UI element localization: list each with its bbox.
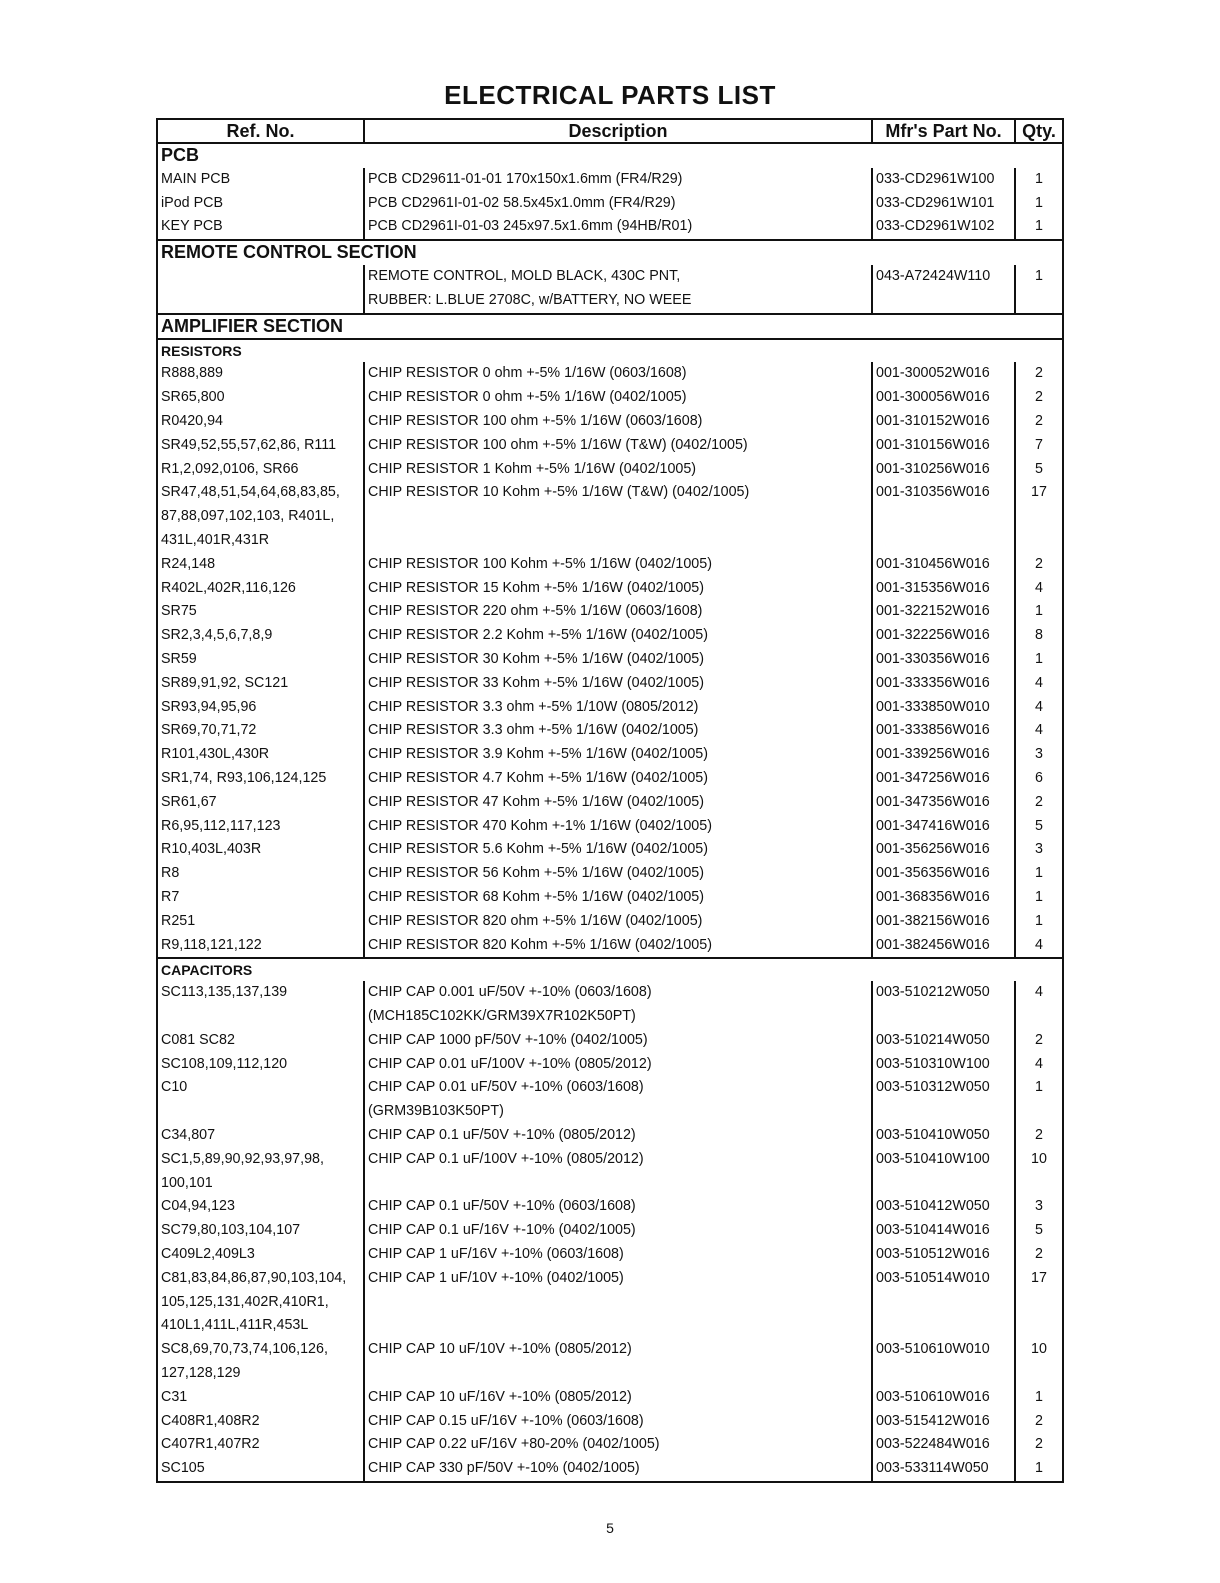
table-row — [157, 1457, 1063, 1482]
qty-cell: 10 — [1015, 1338, 1063, 1362]
description-cell — [364, 505, 872, 529]
table-row — [157, 1338, 1063, 1362]
table-row — [157, 168, 1063, 192]
table-row — [157, 1433, 1063, 1457]
table-row — [157, 410, 1063, 434]
description-cell: CHIP RESISTOR 3.9 Kohm +-5% 1/16W (0402/1005) — [364, 743, 872, 767]
table-row — [157, 434, 1063, 458]
ref-cell: 87,88,097,102,103, R401L, — [157, 505, 364, 529]
table-row — [157, 1053, 1063, 1077]
ref-cell: SR1,74, R93,106,124,125 — [157, 767, 364, 791]
ref-cell: 410L1,411L,411R,453L — [157, 1314, 364, 1338]
ref-cell: SR69,70,71,72 — [157, 719, 364, 743]
page-title: ELECTRICAL PARTS LIST — [444, 80, 776, 110]
table-row — [157, 743, 1063, 767]
description-cell: CHIP RESISTOR 820 Kohm +-5% 1/16W (0402/1005) — [364, 934, 872, 959]
table-row — [157, 600, 1063, 624]
description-cell: RUBBER: L.BLUE 2708C, w/BATTERY, NO WEEE — [364, 289, 872, 314]
part-number-cell: 003-510410W100 — [872, 1148, 1015, 1172]
description-cell: CHIP CAP 10 uF/16V +-10% (0805/2012) — [364, 1386, 872, 1410]
qty-cell: 2 — [1015, 1243, 1063, 1267]
table-row — [157, 215, 1063, 240]
ref-cell: C407R1,407R2 — [157, 1433, 364, 1457]
ref-cell: C31 — [157, 1386, 364, 1410]
ref-cell: SC79,80,103,104,107 — [157, 1219, 364, 1243]
ref-cell: R10,403L,403R — [157, 838, 364, 862]
qty-cell: 4 — [1015, 981, 1063, 1005]
table-row — [157, 1291, 1063, 1315]
ref-cell: SR89,91,92, SC121 — [157, 672, 364, 696]
table-row — [157, 362, 1063, 386]
table-row — [157, 192, 1063, 216]
table-row — [157, 886, 1063, 910]
qty-cell: 1 — [1015, 648, 1063, 672]
section-title: AMPLIFIER SECTION — [161, 315, 344, 336]
ref-cell: SR61,67 — [157, 791, 364, 815]
qty-cell: 17 — [1015, 1267, 1063, 1291]
part-number-cell: 003-510310W100 — [872, 1053, 1015, 1077]
qty-cell: 2 — [1015, 1410, 1063, 1434]
part-number-cell: 033-CD2961W102 — [872, 215, 1015, 240]
description-cell: PCB CD2961I-01-02 58.5x45x1.0mm (FR4/R29) — [364, 192, 872, 216]
ref-header: Ref. No. — [157, 119, 364, 143]
part-number-cell: 003-510410W050 — [872, 1124, 1015, 1148]
qty-cell: 5 — [1015, 458, 1063, 482]
qty-cell — [1015, 289, 1063, 314]
description-cell: (GRM39B103K50PT) — [364, 1100, 872, 1124]
qty-header: Qty. — [1015, 119, 1063, 143]
description-cell: CHIP RESISTOR 56 Kohm +-5% 1/16W (0402/1005) — [364, 862, 872, 886]
table-row — [157, 672, 1063, 696]
description-cell: (MCH185C102KK/GRM39X7R102K50PT) — [364, 1005, 872, 1029]
ref-cell: SR2,3,4,5,6,7,8,9 — [157, 624, 364, 648]
qty-cell: 1 — [1015, 886, 1063, 910]
table-row — [157, 1195, 1063, 1219]
qty-cell: 3 — [1015, 743, 1063, 767]
description-cell: CHIP CAP 0.001 uF/50V +-10% (0603/1608) — [364, 981, 872, 1005]
part-number-cell: 003-510412W050 — [872, 1195, 1015, 1219]
description-cell: CHIP CAP 0.01 uF/100V +-10% (0805/2012) — [364, 1053, 872, 1077]
qty-cell: 1 — [1015, 910, 1063, 934]
description-cell — [364, 1291, 872, 1315]
ref-cell: SR59 — [157, 648, 364, 672]
qty-cell: 2 — [1015, 1124, 1063, 1148]
qty-cell: 1 — [1015, 862, 1063, 886]
qty-cell: 4 — [1015, 719, 1063, 743]
part-number-cell: 003-510212W050 — [872, 981, 1015, 1005]
description-cell: CHIP RESISTOR 4.7 Kohm +-5% 1/16W (0402/1005) — [364, 767, 872, 791]
section-title: REMOTE CONTROL SECTION — [161, 242, 417, 263]
description-cell: CHIP RESISTOR 47 Kohm +-5% 1/16W (0402/1005) — [364, 791, 872, 815]
qty-cell: 2 — [1015, 410, 1063, 434]
part-number-cell — [872, 1362, 1015, 1386]
ref-cell: R7 — [157, 886, 364, 910]
description-cell: CHIP RESISTOR 220 ohm +-5% 1/16W (0603/1608) — [364, 600, 872, 624]
description-cell: CHIP CAP 0.1 uF/50V +-10% (0805/2012) — [364, 1124, 872, 1148]
qty-cell — [1015, 1362, 1063, 1386]
qty-cell — [1015, 1314, 1063, 1338]
part-number-cell: 003-510214W050 — [872, 1029, 1015, 1053]
qty-cell: 2 — [1015, 553, 1063, 577]
description-cell: CHIP CAP 10 uF/10V +-10% (0805/2012) — [364, 1338, 872, 1362]
ref-cell: SR75 — [157, 600, 364, 624]
table-row — [157, 553, 1063, 577]
part-number-cell: 001-333356W016 — [872, 672, 1015, 696]
part-number-cell: 003-510610W010 — [872, 1338, 1015, 1362]
table-row — [157, 981, 1063, 1005]
ref-cell: R8 — [157, 862, 364, 886]
qty-cell: 2 — [1015, 386, 1063, 410]
ref-cell: SR93,94,95,96 — [157, 696, 364, 720]
qty-cell — [1015, 1291, 1063, 1315]
part-number-cell: 001-356256W016 — [872, 838, 1015, 862]
description-cell: CHIP RESISTOR 470 Kohm +-1% 1/16W (0402/1005) — [364, 815, 872, 839]
ref-cell: MAIN PCB — [157, 168, 364, 192]
table-row — [157, 289, 1063, 314]
part-number-cell: 003-510610W016 — [872, 1386, 1015, 1410]
table-row — [157, 719, 1063, 743]
qty-cell: 5 — [1015, 1219, 1063, 1243]
description-cell: CHIP CAP 0.01 uF/50V +-10% (0603/1608) — [364, 1076, 872, 1100]
part-number-cell: 001-347356W016 — [872, 791, 1015, 815]
qty-cell: 17 — [1015, 481, 1063, 505]
table-row — [157, 1314, 1063, 1338]
ref-cell: R402L,402R,116,126 — [157, 577, 364, 601]
part-number-cell: 001-333850W010 — [872, 696, 1015, 720]
table-row — [157, 815, 1063, 839]
ref-cell: 100,101 — [157, 1172, 364, 1196]
part-number-cell: 001-310456W016 — [872, 553, 1015, 577]
part-number-cell: 001-322256W016 — [872, 624, 1015, 648]
part-number-cell: 003-510414W016 — [872, 1219, 1015, 1243]
ref-cell: SR65,800 — [157, 386, 364, 410]
part-number-cell — [872, 1291, 1015, 1315]
ref-cell: iPod PCB — [157, 192, 364, 216]
ref-cell — [157, 289, 364, 314]
ref-cell: C34,807 — [157, 1124, 364, 1148]
description-cell: CHIP RESISTOR 2.2 Kohm +-5% 1/16W (0402/1005) — [364, 624, 872, 648]
qty-cell: 2 — [1015, 791, 1063, 815]
description-cell: CHIP CAP 0.1 uF/50V +-10% (0603/1608) — [364, 1195, 872, 1219]
part-number-cell: 001-333856W016 — [872, 719, 1015, 743]
qty-cell: 10 — [1015, 1148, 1063, 1172]
ref-cell: SC1,5,89,90,92,93,97,98, — [157, 1148, 364, 1172]
ref-cell: R9,118,121,122 — [157, 934, 364, 959]
table-row — [157, 1172, 1063, 1196]
description-cell: CHIP RESISTOR 15 Kohm +-5% 1/16W (0402/1005) — [364, 577, 872, 601]
qty-cell: 1 — [1015, 265, 1063, 289]
ref-cell: 127,128,129 — [157, 1362, 364, 1386]
part-number-cell: 003-510512W016 — [872, 1243, 1015, 1267]
table-row — [157, 505, 1063, 529]
table-row — [157, 1410, 1063, 1434]
ref-cell — [157, 1005, 364, 1029]
table-row — [157, 1100, 1063, 1124]
ref-cell: C081 SC82 — [157, 1029, 364, 1053]
qty-cell: 2 — [1015, 1029, 1063, 1053]
description-cell: PCB CD2961I-01-03 245x97.5x1.6mm (94HB/R01) — [364, 215, 872, 240]
ref-cell: C10 — [157, 1076, 364, 1100]
description-cell: CHIP CAP 0.22 uF/16V +80-20% (0402/1005) — [364, 1433, 872, 1457]
section-header-row — [157, 143, 1063, 168]
part-number-cell: 001-339256W016 — [872, 743, 1015, 767]
qty-cell — [1015, 1172, 1063, 1196]
part-number-cell: 001-310152W016 — [872, 410, 1015, 434]
part-number-cell: 001-310156W016 — [872, 434, 1015, 458]
ref-cell: R6,95,112,117,123 — [157, 815, 364, 839]
ref-cell: SC108,109,112,120 — [157, 1053, 364, 1077]
ref-cell: R101,430L,430R — [157, 743, 364, 767]
part-number-cell: 001-368356W016 — [872, 886, 1015, 910]
qty-cell: 7 — [1015, 434, 1063, 458]
qty-cell: 1 — [1015, 600, 1063, 624]
ref-cell: 431L,401R,431R — [157, 529, 364, 553]
qty-cell — [1015, 1100, 1063, 1124]
ref-cell: SC113,135,137,139 — [157, 981, 364, 1005]
qty-cell: 2 — [1015, 362, 1063, 386]
part-number-cell — [872, 289, 1015, 314]
table-row — [157, 1362, 1063, 1386]
description-cell: PCB CD29611-01-01 170x150x1.6mm (FR4/R29) — [364, 168, 872, 192]
table-row — [157, 862, 1063, 886]
description-cell: CHIP CAP 0.1 uF/100V +-10% (0805/2012) — [364, 1148, 872, 1172]
qty-cell: 1 — [1015, 168, 1063, 192]
description-cell: CHIP RESISTOR 820 ohm +-5% 1/16W (0402/1005) — [364, 910, 872, 934]
part-number-cell: 001-310356W016 — [872, 481, 1015, 505]
qty-cell: 1 — [1015, 1076, 1063, 1100]
part-number-cell: 001-347256W016 — [872, 767, 1015, 791]
qty-cell: 1 — [1015, 215, 1063, 240]
part-number-cell: 001-382456W016 — [872, 934, 1015, 959]
part-number-cell: 043-A72424W110 — [872, 265, 1015, 289]
description-cell: CHIP RESISTOR 100 ohm +-5% 1/16W (T&W) (0402/1005) — [364, 434, 872, 458]
ref-cell: SR49,52,55,57,62,86, R111 — [157, 434, 364, 458]
qty-cell: 5 — [1015, 815, 1063, 839]
part-number-cell: 001-382156W016 — [872, 910, 1015, 934]
ref-cell — [157, 265, 364, 289]
qty-cell: 3 — [1015, 1195, 1063, 1219]
ref-cell: R888,889 — [157, 362, 364, 386]
part-number-cell — [872, 1005, 1015, 1029]
part-number-cell — [872, 505, 1015, 529]
qty-cell: 2 — [1015, 1433, 1063, 1457]
part-number-cell: 001-347416W016 — [872, 815, 1015, 839]
part-number-cell: 001-300056W016 — [872, 386, 1015, 410]
section-header-row — [157, 314, 1063, 340]
part-number-cell — [872, 529, 1015, 553]
part-number-header: Mfr's Part No. — [872, 119, 1015, 143]
description-cell: CHIP RESISTOR 30 Kohm +-5% 1/16W (0402/1005) — [364, 648, 872, 672]
parts-body — [157, 143, 1063, 1482]
header-row — [157, 119, 1063, 143]
subsection-header-row — [157, 958, 1063, 981]
description-header: Description — [364, 119, 872, 143]
description-cell: CHIP CAP 0.1 uF/16V +-10% (0402/1005) — [364, 1219, 872, 1243]
qty-cell: 8 — [1015, 624, 1063, 648]
qty-cell: 3 — [1015, 838, 1063, 862]
qty-cell: 1 — [1015, 1457, 1063, 1482]
part-number-cell: 033-CD2961W100 — [872, 168, 1015, 192]
description-cell — [364, 1362, 872, 1386]
ref-cell: KEY PCB — [157, 215, 364, 240]
table-row — [157, 1124, 1063, 1148]
part-number-cell — [872, 1172, 1015, 1196]
table-row — [157, 1243, 1063, 1267]
description-cell: CHIP RESISTOR 3.3 ohm +-5% 1/10W (0805/2012) — [364, 696, 872, 720]
description-cell: REMOTE CONTROL, MOLD BLACK, 430C PNT, — [364, 265, 872, 289]
description-cell — [364, 1314, 872, 1338]
subsection-title: CAPACITORS — [161, 962, 253, 979]
table-row — [157, 1148, 1063, 1172]
table-row — [157, 1386, 1063, 1410]
table-row — [157, 696, 1063, 720]
ref-cell: SC105 — [157, 1457, 364, 1482]
parts-table — [156, 118, 1064, 1483]
ref-cell: C81,83,84,86,87,90,103,104, — [157, 1267, 364, 1291]
table-row — [157, 648, 1063, 672]
qty-cell: 4 — [1015, 577, 1063, 601]
part-number-cell: 001-300052W016 — [872, 362, 1015, 386]
qty-cell: 4 — [1015, 1053, 1063, 1077]
description-cell: CHIP CAP 0.15 uF/16V +-10% (0603/1608) — [364, 1410, 872, 1434]
description-cell: CHIP RESISTOR 5.6 Kohm +-5% 1/16W (0402/1005) — [364, 838, 872, 862]
table-row — [157, 767, 1063, 791]
ref-cell: 105,125,131,402R,410R1, — [157, 1291, 364, 1315]
ref-cell — [157, 1100, 364, 1124]
description-cell: CHIP RESISTOR 3.3 ohm +-5% 1/16W (0402/1005) — [364, 719, 872, 743]
description-cell: CHIP RESISTOR 0 ohm +-5% 1/16W (0402/1005) — [364, 386, 872, 410]
part-number-cell — [872, 1314, 1015, 1338]
part-number-cell — [872, 1100, 1015, 1124]
description-cell: CHIP RESISTOR 10 Kohm +-5% 1/16W (T&W) (0402/1005) — [364, 481, 872, 505]
part-number-cell: 003-533114W050 — [872, 1457, 1015, 1482]
qty-cell — [1015, 505, 1063, 529]
description-cell — [364, 1172, 872, 1196]
section-header-row — [157, 240, 1063, 265]
ref-cell: SR47,48,51,54,64,68,83,85, — [157, 481, 364, 505]
table-row — [157, 529, 1063, 553]
description-cell: CHIP RESISTOR 1 Kohm +-5% 1/16W (0402/1005) — [364, 458, 872, 482]
table-row — [157, 838, 1063, 862]
table-row — [157, 910, 1063, 934]
qty-cell: 4 — [1015, 672, 1063, 696]
description-cell: CHIP RESISTOR 0 ohm +-5% 1/16W (0603/1608) — [364, 362, 872, 386]
ref-cell: R24,148 — [157, 553, 364, 577]
description-cell: CHIP CAP 1 uF/10V +-10% (0402/1005) — [364, 1267, 872, 1291]
ref-cell: R1,2,092,0106, SR66 — [157, 458, 364, 482]
table-row — [157, 934, 1063, 959]
description-cell: CHIP RESISTOR 100 ohm +-5% 1/16W (0603/1608) — [364, 410, 872, 434]
table-row — [157, 481, 1063, 505]
part-number-cell: 003-510514W010 — [872, 1267, 1015, 1291]
subsection-title: RESISTORS — [161, 343, 242, 360]
part-number-cell: 001-330356W016 — [872, 648, 1015, 672]
table-row — [157, 1076, 1063, 1100]
table-row — [157, 458, 1063, 482]
ref-cell: C408R1,408R2 — [157, 1410, 364, 1434]
ref-cell: R0420,94 — [157, 410, 364, 434]
part-number-cell: 001-322152W016 — [872, 600, 1015, 624]
ref-cell: SC8,69,70,73,74,106,126, — [157, 1338, 364, 1362]
section-title: PCB — [161, 145, 200, 165]
qty-cell — [1015, 1005, 1063, 1029]
part-number-cell: 001-356356W016 — [872, 862, 1015, 886]
qty-cell — [1015, 529, 1063, 553]
ref-cell: R251 — [157, 910, 364, 934]
part-number-cell: 003-522484W016 — [872, 1433, 1015, 1457]
description-cell: CHIP CAP 330 pF/50V +-10% (0402/1005) — [364, 1457, 872, 1482]
table-row — [157, 1005, 1063, 1029]
page-number: 5 — [606, 1520, 614, 1536]
table-row — [157, 624, 1063, 648]
qty-cell: 1 — [1015, 192, 1063, 216]
qty-cell: 4 — [1015, 934, 1063, 959]
table-row — [157, 1029, 1063, 1053]
qty-cell: 6 — [1015, 767, 1063, 791]
ref-cell: C409L2,409L3 — [157, 1243, 364, 1267]
description-cell: CHIP CAP 1000 pF/50V +-10% (0402/1005) — [364, 1029, 872, 1053]
part-number-cell: 003-515412W016 — [872, 1410, 1015, 1434]
description-cell: CHIP RESISTOR 100 Kohm +-5% 1/16W (0402/1005) — [364, 553, 872, 577]
table-row — [157, 791, 1063, 815]
part-number-cell: 033-CD2961W101 — [872, 192, 1015, 216]
part-number-cell: 003-510312W050 — [872, 1076, 1015, 1100]
subsection-header-row — [157, 339, 1063, 362]
description-cell — [364, 529, 872, 553]
description-cell: CHIP RESISTOR 33 Kohm +-5% 1/16W (0402/1005) — [364, 672, 872, 696]
description-cell: CHIP CAP 1 uF/16V +-10% (0603/1608) — [364, 1243, 872, 1267]
table-row — [157, 1267, 1063, 1291]
qty-cell: 4 — [1015, 696, 1063, 720]
description-cell: CHIP RESISTOR 68 Kohm +-5% 1/16W (0402/1005) — [364, 886, 872, 910]
table-row — [157, 577, 1063, 601]
ref-cell: C04,94,123 — [157, 1195, 364, 1219]
qty-cell: 1 — [1015, 1386, 1063, 1410]
table-row — [157, 1219, 1063, 1243]
part-number-cell: 001-315356W016 — [872, 577, 1015, 601]
part-number-cell: 001-310256W016 — [872, 458, 1015, 482]
table-row — [157, 265, 1063, 289]
table-row — [157, 386, 1063, 410]
